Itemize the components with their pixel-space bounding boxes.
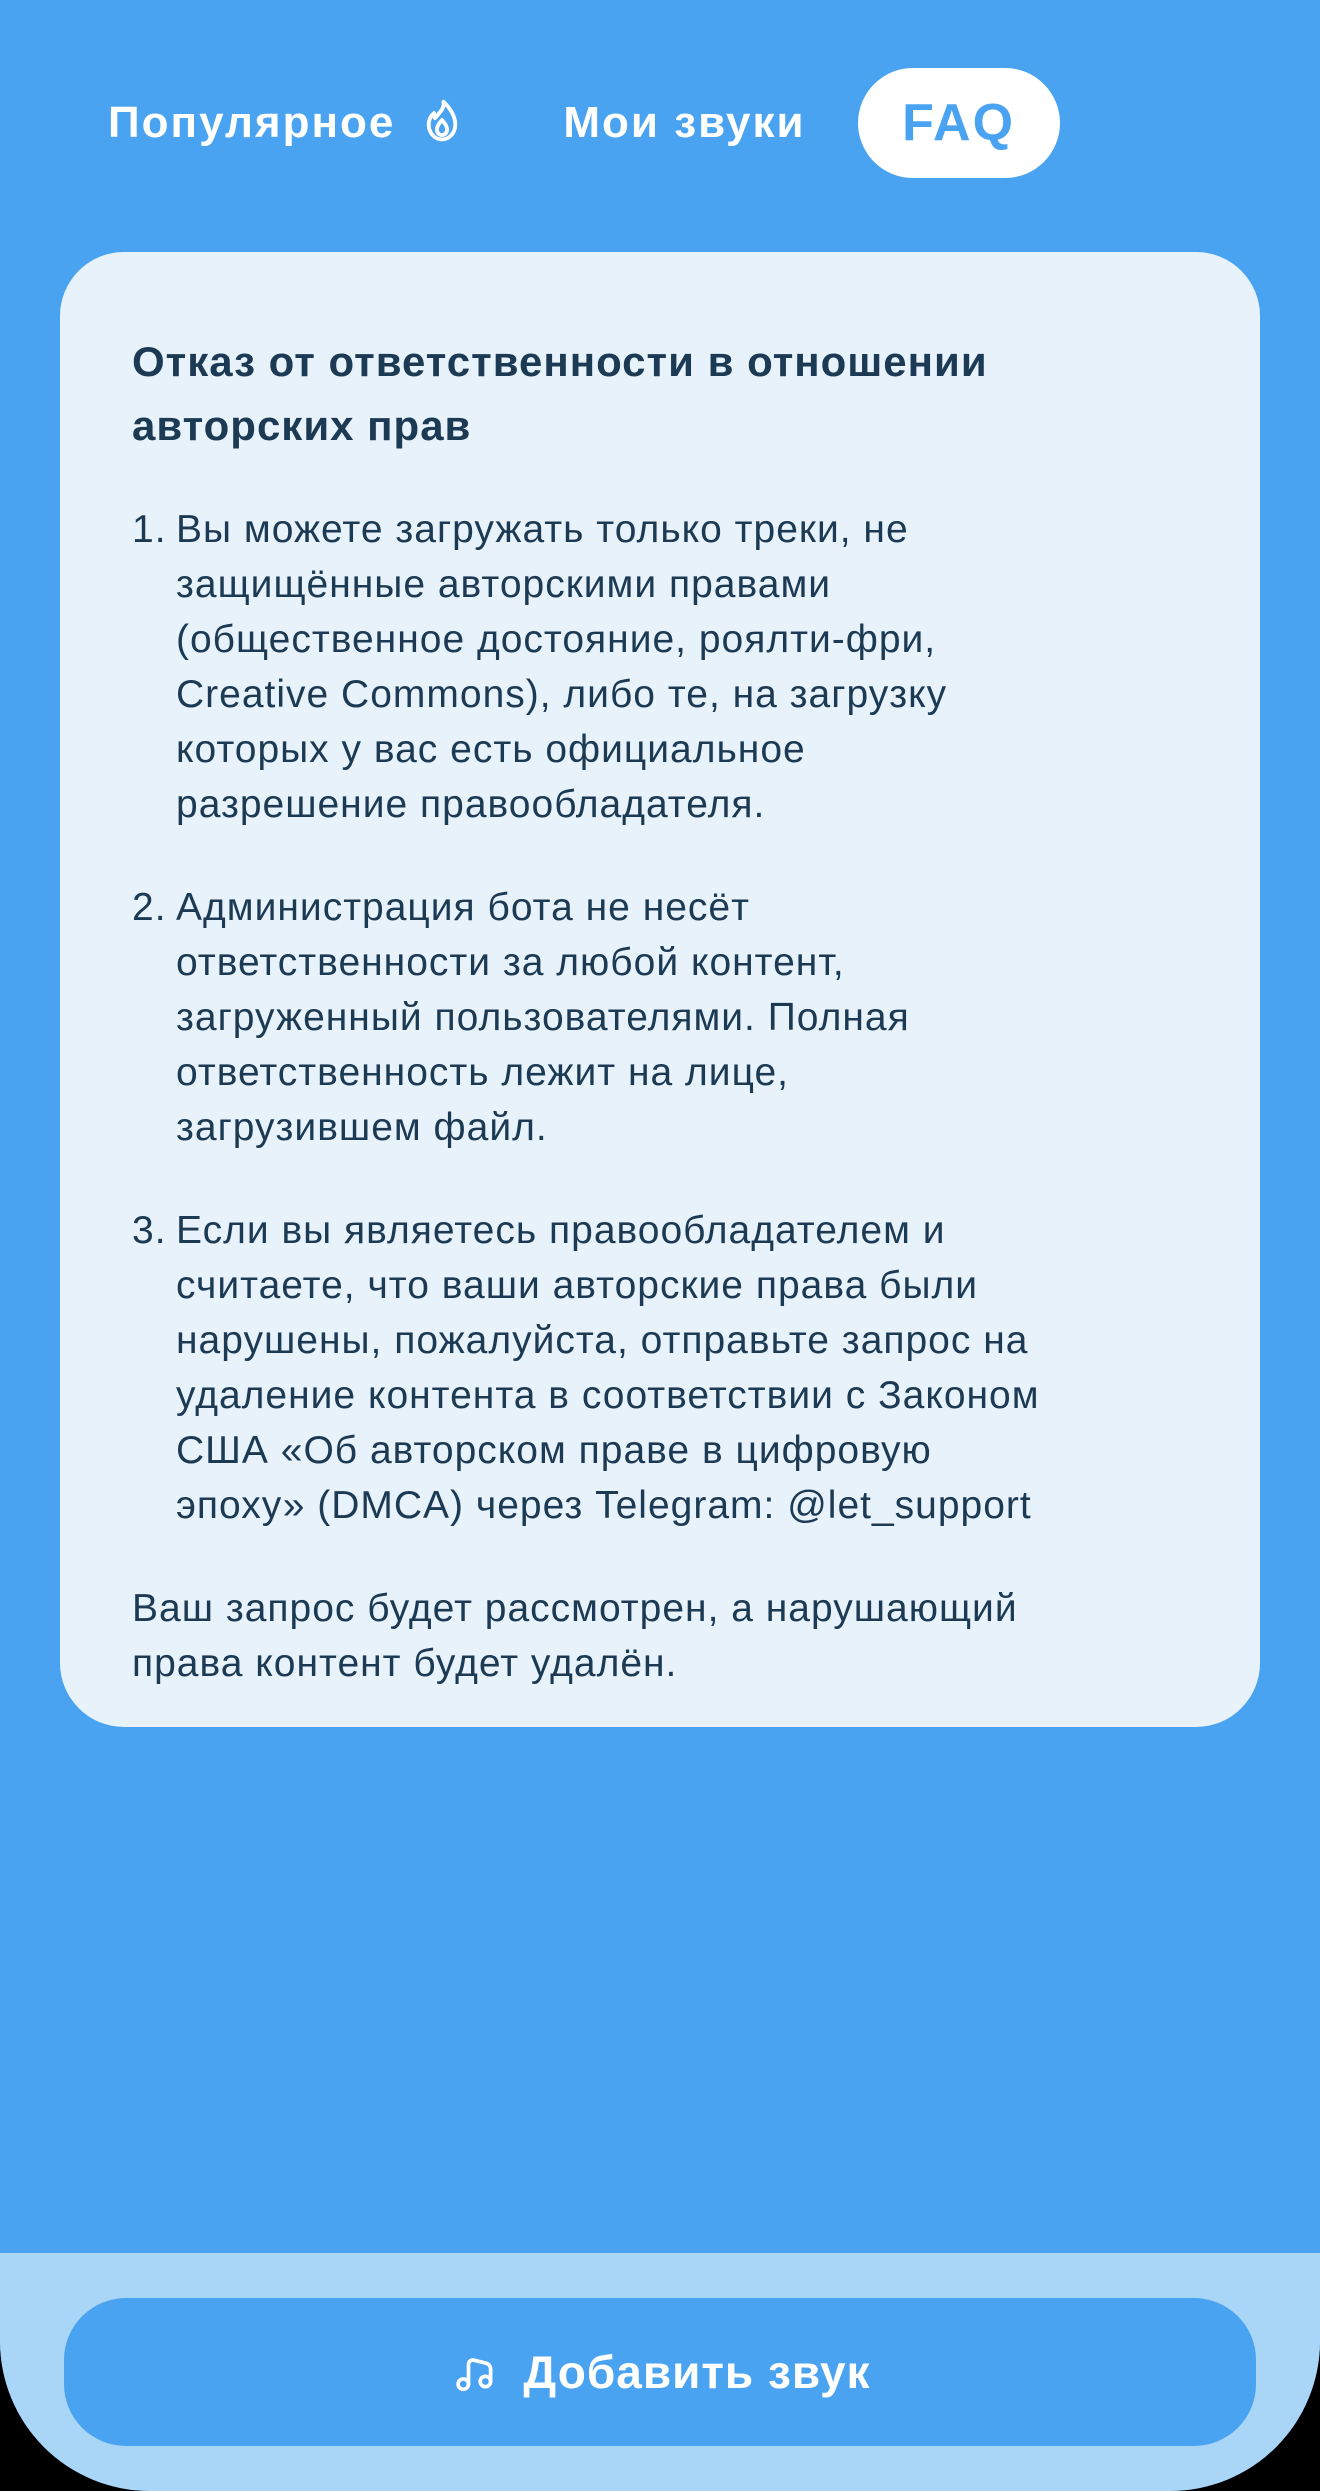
- flame-icon: [413, 94, 471, 152]
- tab-popular-label: Популярное: [108, 98, 396, 147]
- top-nav: [0, 68, 1320, 178]
- text-line: Если вы являетесь правообладателем и: [176, 1209, 946, 1252]
- text-line: (общественное достояние, роялти-фри,: [176, 618, 937, 661]
- add-sound-button[interactable]: [64, 2298, 1256, 2446]
- tab-my-sounds-label: Мои звуки: [563, 98, 806, 147]
- text-line: эпоху» (DMCA) через Telegram: @let_support: [176, 1484, 1032, 1527]
- list-item-number: 2.: [132, 886, 167, 929]
- text-line: Ваш запрос будет рассмотрен, а нарушающий: [132, 1587, 1018, 1630]
- copyright-disclaimer-card: [60, 252, 1260, 1727]
- list-item-text: [176, 502, 1188, 832]
- card-title-line: авторских прав: [132, 402, 472, 449]
- card-title: [132, 330, 1188, 458]
- spacer: [0, 1727, 1320, 2253]
- music-note-icon: [449, 2346, 501, 2398]
- text-line: считаете, что ваши авторские права были: [176, 1264, 979, 1307]
- text-line: Вы можете загружать только треки, не: [176, 508, 909, 551]
- tab-faq[interactable]: [858, 68, 1060, 178]
- list-item-text: [176, 1203, 1188, 1533]
- list-item-text: [176, 880, 1188, 1155]
- text-line: удаление контента в соответствии с Законом: [176, 1374, 1040, 1417]
- tab-my-sounds[interactable]: [563, 98, 805, 148]
- text-line: Creative Commons), либо те, на загрузку: [176, 673, 948, 716]
- add-sound-label: Добавить звук: [523, 2346, 871, 2398]
- card-title-line: Отказ от ответственности в отношении: [132, 338, 988, 385]
- text-line: разрешение правообладателя.: [176, 783, 766, 826]
- text-line: ответственность лежит на лице,: [176, 1051, 790, 1094]
- text-line: защищённые авторскими правами: [176, 563, 832, 606]
- text-line: загрузившем файл.: [176, 1106, 548, 1149]
- list-item-number: 1.: [132, 508, 167, 551]
- text-line: нарушены, пожалуйста, отправьте запрос на: [176, 1319, 1029, 1362]
- list-item-number: 3.: [132, 1209, 167, 1252]
- list-item: [132, 502, 1188, 832]
- text-line: которых у вас есть официальное: [176, 728, 806, 771]
- list-item: [132, 1203, 1188, 1533]
- text-line: права контент будет удалён.: [132, 1642, 678, 1685]
- list-item: [132, 880, 1188, 1155]
- tab-popular[interactable]: [108, 94, 471, 152]
- text-line: загруженный пользователями. Полная: [176, 996, 910, 1039]
- closing-paragraph: [132, 1581, 1188, 1691]
- text-line: ответственности за любой контент,: [176, 941, 845, 984]
- text-line: США «Об авторском праве в цифровую: [176, 1429, 932, 1472]
- bottom-bar: [0, 2253, 1320, 2491]
- tab-faq-label: FAQ: [902, 94, 1016, 152]
- text-line: Администрация бота не несёт: [176, 886, 750, 929]
